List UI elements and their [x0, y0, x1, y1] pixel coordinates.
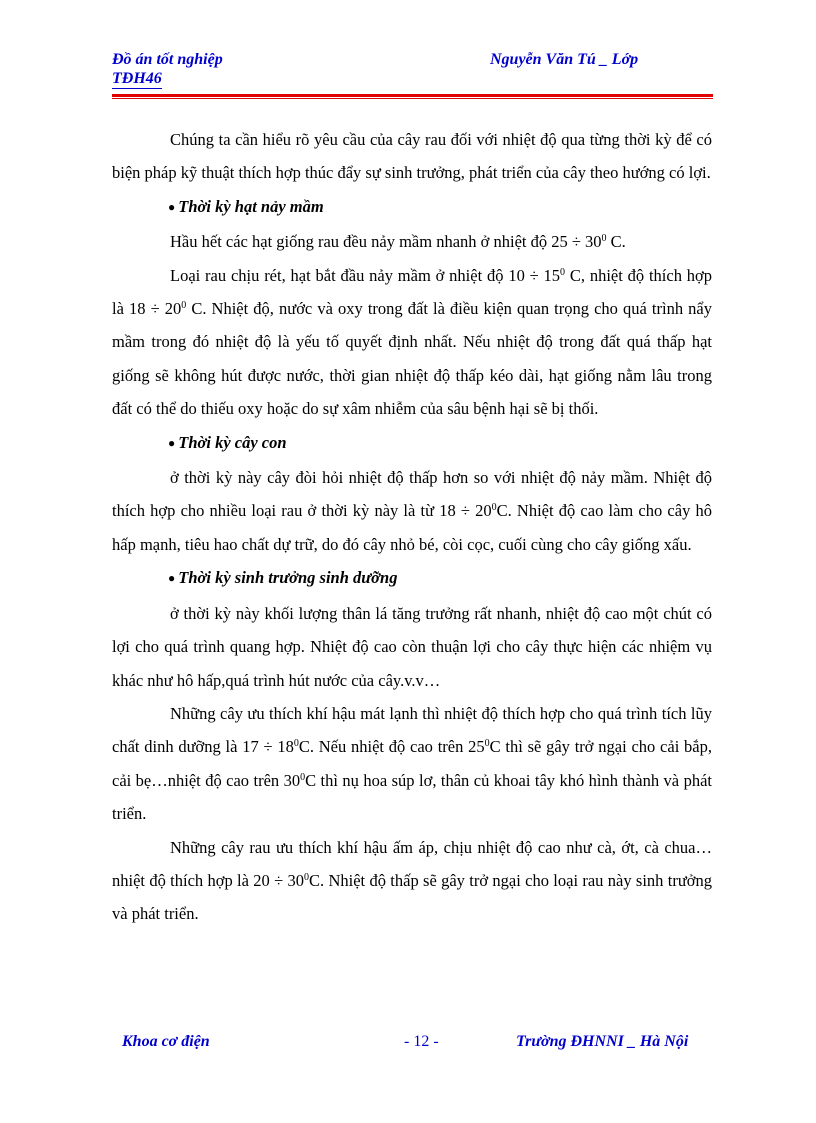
- page-header: [0, 0, 816, 110]
- text-run: ở thời kỳ này cây đòi hỏi nhiệt độ thấp hơn so với nhiệt độ nảy mầm. Nhiệt độ thích hợp cho nhiều loại rau ở thời kỳ này là từ 18 ÷ 20: [112, 468, 712, 521]
- heading-vegetative-growth: [112, 561, 712, 596]
- paragraph-warm-climate: [112, 831, 712, 931]
- heading-text: Thời kỳ cây con: [178, 432, 287, 452]
- degree-sup: 0: [560, 266, 566, 278]
- page-footer: [0, 1033, 816, 1057]
- heading-text: Thời kỳ sinh trưởng sinh dưỡng: [178, 568, 398, 588]
- degree-sup: 0: [293, 738, 299, 750]
- header-rule: [112, 94, 713, 97]
- header-left: [112, 50, 223, 89]
- heading-seed-germination: [112, 190, 712, 225]
- degree-sup: 0: [491, 502, 497, 514]
- paragraph-germination-temp: [112, 225, 712, 258]
- page-body: [112, 123, 712, 931]
- text-run: C. Nhiệt độ, nước và oxy trong đất là điều kiện quan trọng cho quá trình nẩy mầm trong đó nhiệt độ là yếu tố quyết định nhất. Nếu nhiệt độ trong đất quá thấp hạt giống sẽ không hút được nước, thời gian nhiệt độ thấp kéo dài, hạt giống nằm lâu trong đất có thể do thiếu oxy hoặc do sự xâm nhiễm của sâu bệnh hại sẽ bị thối.: [112, 299, 712, 419]
- degree-sup: 0: [300, 771, 306, 783]
- text-run: Hầu hết các hạt giống rau đều nảy mầm nhanh ở nhiệt độ 25 ÷ 30: [170, 232, 602, 252]
- paragraph-vegetative: ở thời kỳ này khối lượng thân lá tăng trưởng rất nhanh, nhiệt độ cao một chút có lợi cho quá trình quang hợp. Nhiệt độ cao còn thuận lợi cho cây thực hiện các nhiệm vụ khác như hô hấp,quá trình hút nước của cây.v.v…: [112, 603, 712, 690]
- footer-university: Trường ĐHNNI _ Hà Nội: [516, 1033, 689, 1050]
- paragraph-cold-tolerant: [112, 259, 712, 426]
- page-number: - 12 -: [404, 1033, 439, 1050]
- header-class-code: TĐH46: [112, 70, 162, 87]
- degree-sup: 0: [181, 300, 187, 312]
- heading-text: Thời kỳ hạt nảy mầm: [178, 196, 324, 216]
- paragraph-seedling: [112, 461, 712, 561]
- header-doc-title: Đồ án tốt nghiệp: [112, 51, 223, 68]
- bullet-icon: ●: [168, 435, 176, 450]
- text-run: C. Nhiệt độ thấp sẽ gây trở ngại cho loại rau này sinh trưởng và phát triển.: [112, 870, 712, 924]
- bullet-icon: ●: [168, 571, 176, 586]
- paragraph-intro: Chúng ta cần hiểu rõ yêu cầu của cây rau đối với nhiệt độ qua từng thời kỳ để có biện pháp kỹ thuật thích hợp thúc đẩy sự sinh trưởng, phát triển của cây theo hướng có lợi.: [112, 130, 712, 183]
- text-run: C.: [606, 232, 626, 252]
- text-run: Những cây rau ưu thích khí hậu ấm áp, chịu nhiệt độ cao như cà, ớt, cà chua… nhiệt độ thích hợp là 20 ÷ 30: [112, 837, 712, 890]
- degree-sup: 0: [484, 738, 490, 750]
- degree-sup: 0: [304, 871, 309, 883]
- text-run: Loại rau chịu rét, hạt bắt đầu nảy mầm ở nhiệt độ 10 ÷ 15: [170, 265, 561, 285]
- degree-sup: 0: [601, 233, 607, 245]
- heading-seedling: [112, 426, 712, 461]
- header-author: Nguyễn Văn Tú _ Lớp: [490, 51, 639, 68]
- paragraph-cool-climate: [112, 697, 712, 831]
- bullet-icon: ●: [168, 199, 176, 214]
- text-run: C, nhiệt độ thích hợp là 18 ÷ 20: [112, 265, 712, 319]
- text-run: C. Nhiệt độ cao làm cho cây hô hấp mạnh, tiêu hao chất dự trữ, do đó cây nhỏ bé, còi cọc, cuối cùng cho cây giống xấu.: [112, 501, 712, 554]
- text-run: C thì nụ hoa súp lơ, thân củ khoai tây khó hình thành và phát triển.: [112, 770, 712, 824]
- text-run: Những cây ưu thích khí hậu mát lạnh thì nhiệt độ thích hợp cho quá trình tích lũy chất dinh dưỡng là 17 ÷ 18: [112, 703, 712, 757]
- text-run: C thì sẽ gây trở ngại cho cải bắp, cải bẹ…nhiệt độ cao trên 30: [112, 737, 712, 790]
- footer-faculty: Khoa cơ điện: [122, 1033, 210, 1050]
- text-run: C. Nếu nhiệt độ cao trên 25: [298, 737, 485, 757]
- header-rule-thin: [112, 98, 713, 99]
